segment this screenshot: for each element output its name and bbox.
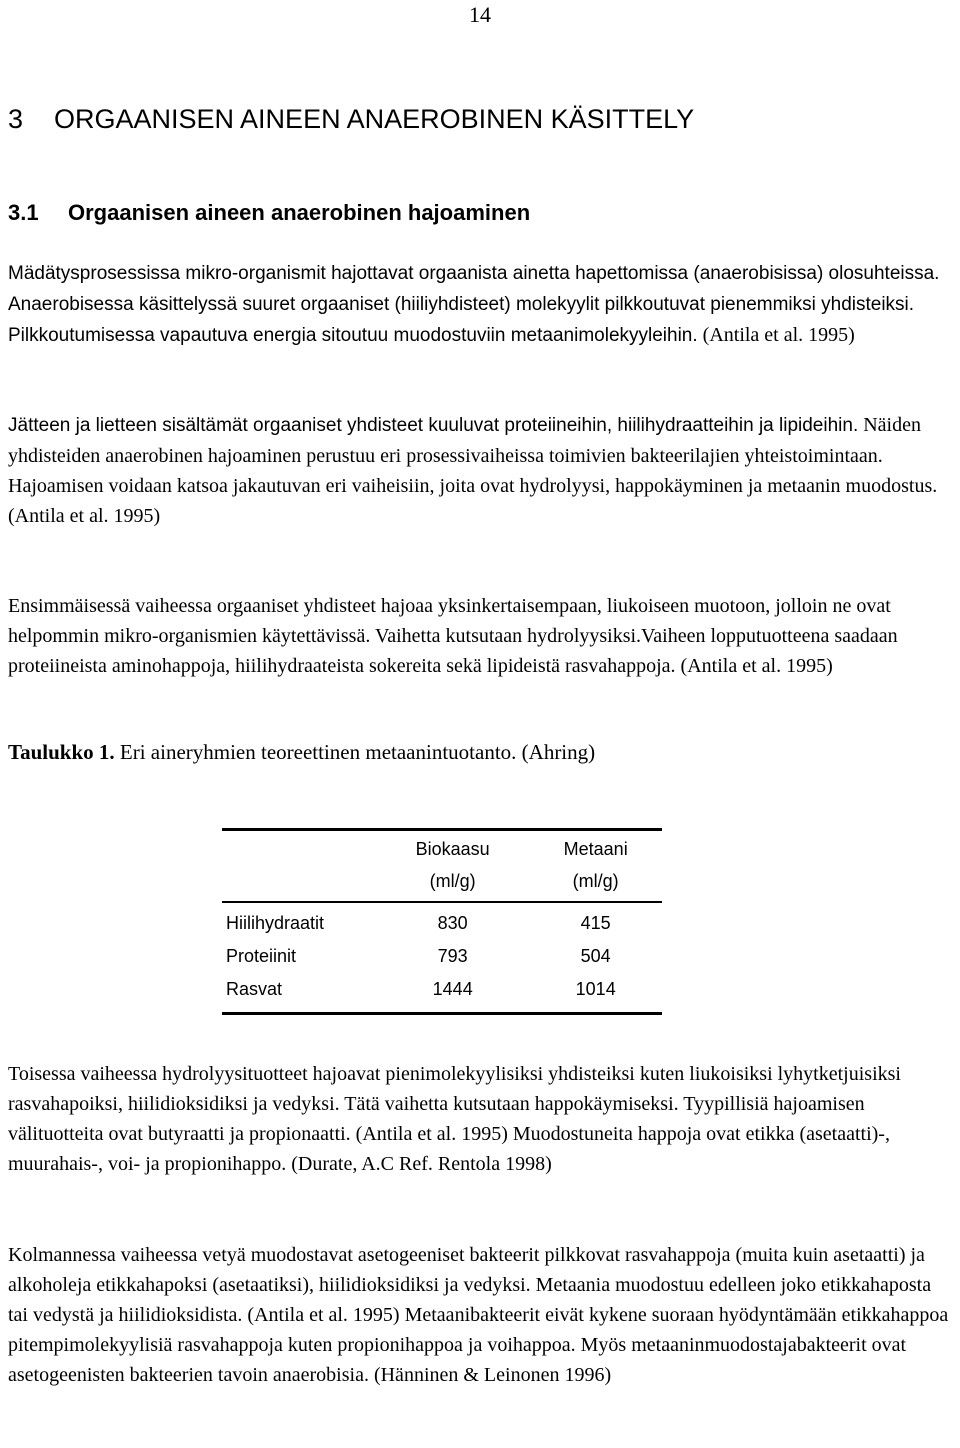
header-empty bbox=[222, 830, 376, 866]
row-label: Rasvat bbox=[226, 979, 283, 999]
unit-empty bbox=[222, 865, 376, 902]
paragraph-2 bbox=[8, 410, 953, 531]
methane-production-table bbox=[222, 828, 662, 1015]
row-label: Proteiinit bbox=[226, 946, 297, 966]
metaani-value: 1014 bbox=[575, 979, 616, 999]
metaani-value: 504 bbox=[580, 946, 611, 966]
paragraph-1-citation: (Antila et al. 1995) bbox=[697, 324, 855, 346]
section-title: Orgaanisen aineen anaerobinen hajoaminen bbox=[68, 200, 531, 225]
table-caption-label: Taulukko 1. bbox=[8, 740, 115, 764]
unit-biokaasu: (ml/g) bbox=[429, 871, 476, 891]
paragraph-4: Toisessa vaiheessa hydrolyysituotteet hajoavat pienimolekyylisiksi yhdisteiksi kuten liukoisiksi lyhytketjuisiksi rasvahapoiksi, hiilidioksidiksi ja vedyksi. Tätä vaihetta kutsutaan happokäymiseksi. Tyypillisiä hajoamisen välituotteita ovat butyraatti ja propionaatti. (Antila et al. 1995) Muodostuneita happoja ovat etikka (asetaatti)-, muurahais-, voi- ja propionihappo. (Durate, A.C Ref. Rentola 1998) bbox=[8, 1063, 901, 1175]
biokaasu-value: 830 bbox=[437, 913, 468, 933]
paragraph-3: Ensimmäisessä vaiheessa orgaaniset yhdisteet hajoaa yksinkertaisempaan, liukoiseen muotoon, jolloin ne ovat helpommin mikro-organismien käytettävissä. Vaihetta kutsutaan hydrolyysiksi.Vaiheen lopputuotteena saadaan proteiineista aminohappoja, hiilihydraateista sokereita sekä lipideistä rasvahappoja. (Antila et al. 1995) bbox=[8, 595, 898, 677]
unit-metaani: (ml/g) bbox=[572, 871, 619, 891]
chapter-title: ORGAANISEN AINEEN ANAEROBINEN KÄSITTELY bbox=[54, 104, 695, 134]
paragraph-2-lead: Jätteen ja lietteen sisältämät orgaaniset yhdisteet kuuluvat proteiineihin, hiilihydraatteihin ja lipideihin. bbox=[8, 415, 859, 436]
paragraph-5: Kolmannessa vaiheessa vetyä muodostavat asetogeeniset bakteerit pilkkovat rasvahappoja (muita kuin asetaatti) ja alkoholeja etikkahapoksi (asetaatiksi), hiilidioksidiksi ja vedyksi. Metaania muodostuu edelleen joko etikkahaposta tai vedystä ja hiilidioksidista. (Antila et al. 1995) Metaanibakteerit eivät kykene suoraan hyödyntämään etikkahappoa pitempimolekyylisiä rasvahappoja kuten propionihappoa ja voihappoa. Myös metaaninmuodostajabakteerit ovat asetogeenisten bakteerien tavoin anaerobisia. (Hänninen & Leinonen 1996) bbox=[8, 1244, 949, 1386]
paragraph-1-main: Mädätysprosessissa mikro-organismit hajottavat orgaanista ainetta hapettomissa (anaerobisissa) olosuhteissa. Anaerobisessa käsittelyssä suuret orgaaniset (hiiliyhdisteet) molekyylit pilkkoutuvat pienemmiksi yhdisteiksi. Pilkkoutumisessa vapautuva energia sitoutuu muodostuviin metaanimolekyyleihin. bbox=[8, 263, 940, 346]
section-number: 3.1 bbox=[8, 200, 39, 225]
biokaasu-value: 1444 bbox=[432, 979, 473, 999]
biokaasu-value: 793 bbox=[437, 946, 468, 966]
page-number: 14 bbox=[469, 2, 491, 27]
paragraph-1 bbox=[8, 258, 953, 351]
row-label: Hiilihydraatit bbox=[226, 913, 325, 933]
header-biokaasu: Biokaasu bbox=[415, 839, 490, 859]
header-metaani: Metaani bbox=[563, 839, 628, 859]
table-row bbox=[222, 940, 662, 973]
section-heading bbox=[8, 200, 530, 226]
chapter-number: 3 bbox=[8, 104, 24, 134]
paragraph-2-body: Näiden yhdisteiden anaerobinen hajoaminen perustuu eri prosessivaiheissa toimivien bakteerilajien yhteistoimintaan. Hajoamisen voidaan katsoa jakautuvan eri vaiheisiin, joita ovat hydrolyysi, happokäyminen ja metaanin muodostus. (Antila et al. 1995) bbox=[8, 414, 938, 527]
table-caption-text: Eri aineryhmien teoreettinen metaanintuotanto. (Ahring) bbox=[114, 740, 596, 764]
metaani-value: 415 bbox=[580, 913, 611, 933]
table-caption bbox=[8, 740, 595, 765]
chapter-heading bbox=[8, 104, 694, 135]
table-row bbox=[222, 902, 662, 940]
table-row bbox=[222, 973, 662, 1014]
